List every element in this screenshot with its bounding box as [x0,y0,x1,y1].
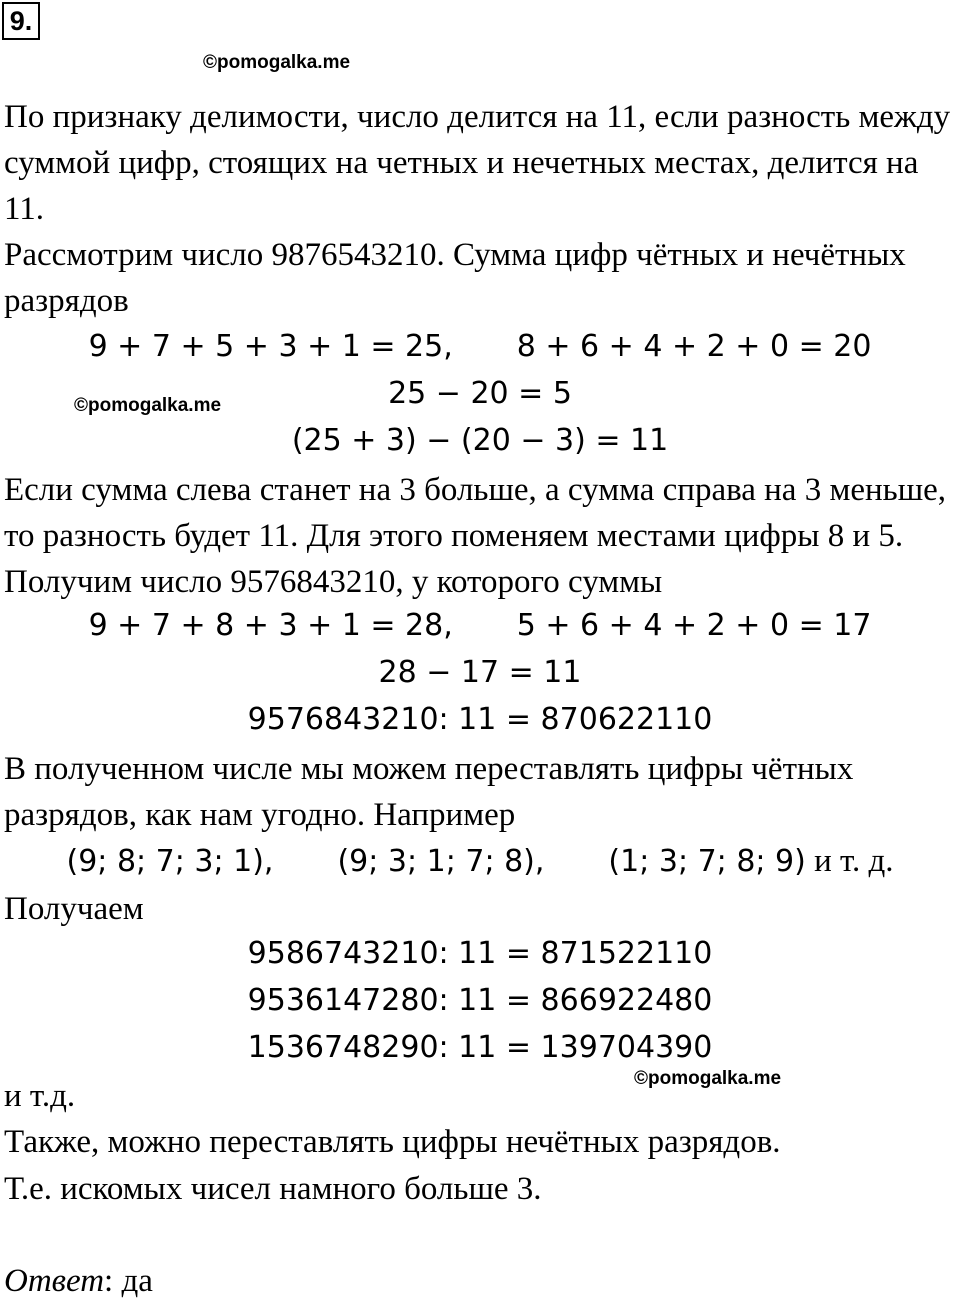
equation-sums-new [0,604,960,648]
tuple: (9; 3; 1; 7; 8), [337,844,545,879]
equation-right: 5 + 6 + 4 + 2 + 0 = 17 [516,608,872,643]
paragraph-line: и т.д. [4,1078,76,1114]
equation-division: 9536147280: 11 = 866922480 [247,983,713,1018]
paragraph-line: суммой цифр, стоящих на четных и нечетных местах, делится на [4,145,919,181]
equation-division: 9576843210: 11 = 870622110 [247,702,713,737]
answer-colon: : [104,1263,114,1299]
tuples-row [0,838,960,884]
equation-difference-new: 28 − 17 = 11 [378,655,582,690]
paragraph-line: В полученном числе мы можем переставлять цифры чётных [4,751,854,787]
tuple: (9; 8; 7; 3; 1), [66,844,274,879]
paragraph-line: Если сумма слева станет на 3 больше, а сумма справа на 3 меньше, [4,472,946,508]
paragraph-line: По признаку делимости, число делится на 11, если разность между [4,99,951,135]
equation-left: 9 + 7 + 8 + 3 + 1 = 28, [88,608,453,643]
paragraph-line: Получим число 9576843210, у которого суммы [4,564,663,600]
paragraph-line: Получаем [4,891,144,927]
paragraph-line: 11. [4,191,45,227]
tuple: (1; 3; 7; 8; 9) [608,844,806,879]
paragraph-line: Т.е. искомых чисел намного больше 3. [4,1171,542,1207]
paragraph-line: Также, можно переставлять цифры нечётных разрядов. [4,1124,781,1160]
problem-number: 9. [2,2,40,40]
equation-division: 1536748290: 11 = 139704390 [247,1030,713,1065]
watermark-top: ©pomogalka.me [203,52,351,73]
tuples-suffix: и т. д. [805,843,894,879]
paragraph-line: разрядов, как нам угодно. Например [4,797,516,833]
paragraph-line: то разность будет 11. Для этого поменяем местами цифры 8 и 5. [4,518,904,554]
equation-right: 8 + 6 + 4 + 2 + 0 = 20 [516,329,872,364]
answer-line [4,1258,153,1304]
equation-sums [0,325,960,369]
equation-left: 9 + 7 + 5 + 3 + 1 = 25, [88,329,453,364]
answer-label: Ответ [4,1263,105,1299]
equation-division: 9586743210: 11 = 871522110 [247,936,713,971]
paragraph-line: Рассмотрим число 9876543210. Сумма цифр чётных и нечётных [4,237,906,273]
equation-difference: 25 − 20 = 5 [388,376,572,411]
watermark-middle: ©pomogalka.me [74,395,222,416]
equation-adjusted: (25 + 3) − (20 − 3) = 11 [291,423,669,458]
paragraph-line: разрядов [4,283,129,319]
answer-value: да [113,1263,153,1299]
watermark-bottom: ©pomogalka.me [634,1068,782,1089]
